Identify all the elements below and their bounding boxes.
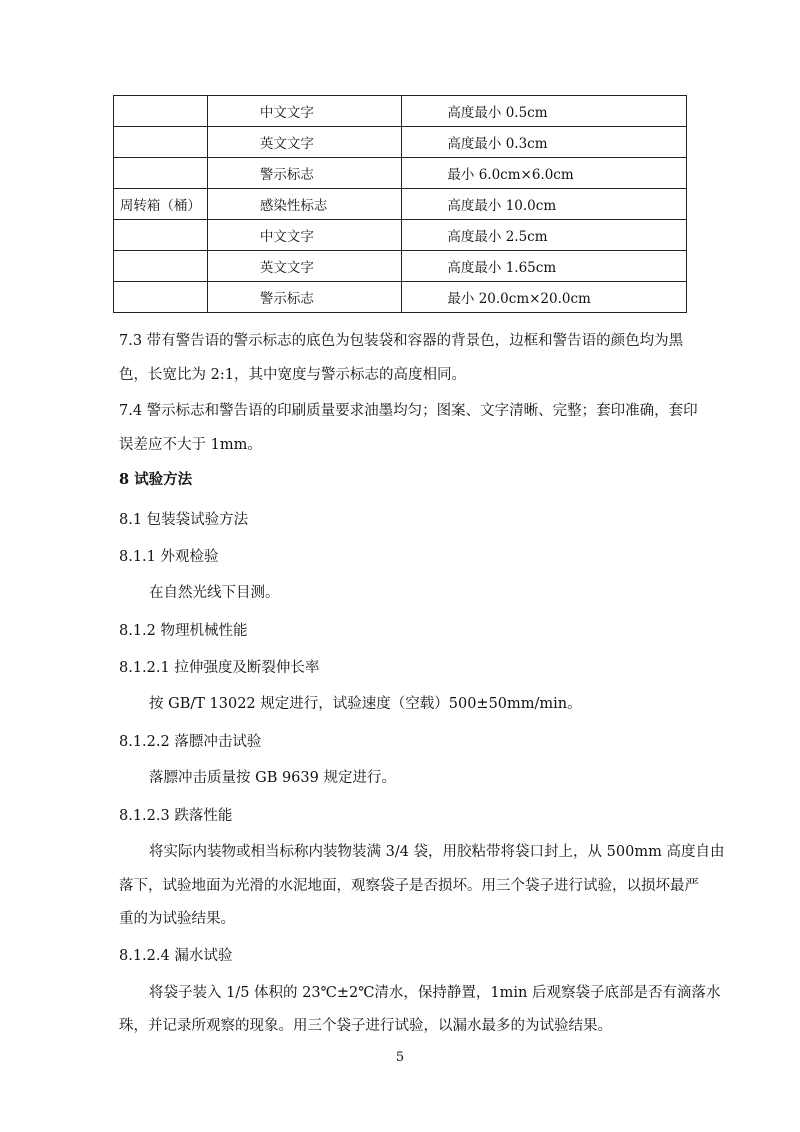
table-cell-item: 英文文字 [207,127,402,158]
table-row [114,189,687,220]
section-8-1-2-3-heading: 8.1.2.3 跌落性能 [119,808,233,824]
section-8-1-2-3-body-line-1: 将实际内装物或相当标称内装物装满 3/4 袋，用胶粘带将袋口封上，从 500mm 高度自由 [149,844,725,860]
table-cell-value: 最小 20.0cm×20.0cm [402,282,687,313]
table-row [114,251,687,282]
section-8-1-2-2-heading: 8.1.2.2 落膘冲击试验 [119,734,262,750]
table-cell-group [114,251,208,282]
clause-7-4-line-1: 7.4 警示标志和警告语的印刷质量要求油墨均匀；图案、文字清晰、完整；套印准确，套印 [119,403,698,419]
table-cell-value: 高度最小 0.3cm [402,127,687,158]
table-cell-group [114,127,208,158]
table-cell-group [114,96,208,127]
table-row [114,220,687,251]
table-cell-value: 最小 6.0cm×6.0cm [402,158,687,189]
table-cell-item: 警示标志 [207,158,402,189]
table-cell-value: 高度最小 2.5cm [402,220,687,251]
table-cell-item: 警示标志 [207,282,402,313]
clause-7-3-line-1: 7.3 带有警告语的警示标志的底色为包装袋和容器的背景色，边框和警告语的颜色均为黑 [119,333,684,349]
section-8-1-heading: 8.1 包装袋试验方法 [119,512,249,528]
section-8-1-2-3-body-line-3: 重的为试验结果。 [119,911,235,927]
spec-table [113,95,687,313]
section-8-1-2-4-heading: 8.1.2.4 漏水试验 [119,948,233,964]
clause-7-3-line-2: 色，长宽比为 2:1，其中宽度与警示标志的高度相同。 [119,367,466,383]
table-row [114,96,687,127]
table-cell-value: 高度最小 1.65cm [402,251,687,282]
clause-7-4-line-2: 误差应不大于 1mm。 [119,437,262,453]
section-8-heading: 8 试验方法 [119,471,193,488]
table-cell-group [114,282,208,313]
section-8-1-2-heading: 8.1.2 物理机械性能 [119,623,248,639]
section-8-1-2-4-body-line-1: 将袋子装入 1/5 体积的 23℃±2℃清水，保持静置，1min 后观察袋子底部是否有滴落水 [149,985,721,1001]
table-cell-group [114,220,208,251]
section-8-1-2-4-body-line-2: 珠，并记录所观察的现象。用三个袋子进行试验，以漏水最多的为试验结果。 [119,1018,612,1034]
table-row [114,127,687,158]
table-cell-value: 高度最小 10.0cm [402,189,687,220]
table-cell-item: 英文文字 [207,251,402,282]
section-8-1-1-heading: 8.1.1 外观检验 [119,549,219,565]
table-cell-item: 中文文字 [207,220,402,251]
table-cell-item: 感染性标志 [207,189,402,220]
table-cell-value: 高度最小 0.5cm [402,96,687,127]
table-row [114,158,687,189]
section-8-1-2-1-heading: 8.1.2.1 拉伸强度及断裂伸长率 [119,660,320,676]
section-8-1-1-body: 在自然光线下目测。 [149,585,280,601]
section-8-1-2-3-body-line-2: 落下，试验地面为光滑的水泥地面，观察袋子是否损坏。用三个袋子进行试验，以损坏最严 [119,878,699,894]
table-cell-group [114,158,208,189]
table-cell-item: 中文文字 [207,96,402,127]
section-8-1-2-2-body: 落膘冲击质量按 GB 9639 规定进行。 [149,770,396,786]
section-8-1-2-1-body: 按 GB/T 13022 规定进行，试验速度（空载）500±50mm/min。 [149,696,582,712]
table-group-label: 周转箱（桶） [114,189,208,220]
table-row [114,282,687,313]
page-number: 5 [395,1050,405,1065]
